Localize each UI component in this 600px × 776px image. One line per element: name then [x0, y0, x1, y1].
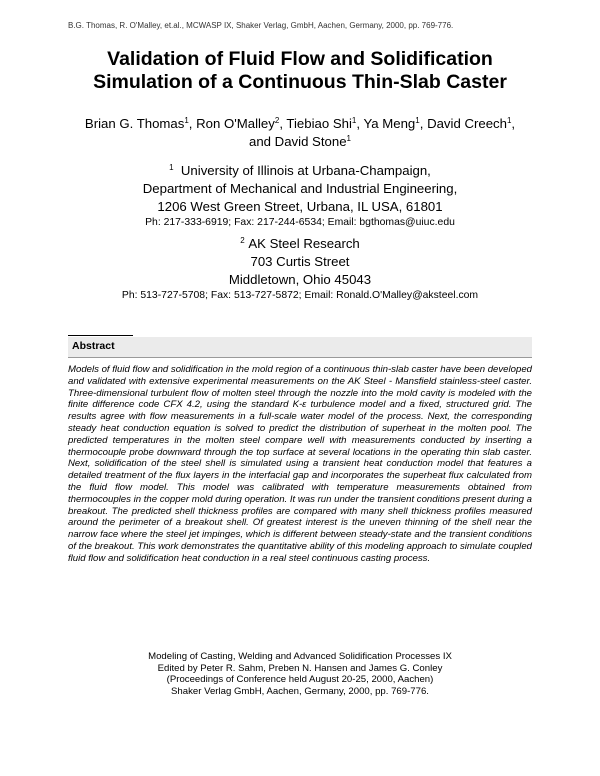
- affiliation-name: University of Illinois at Urbana-Champaign,: [180, 163, 431, 178]
- abstract-heading: Abstract: [72, 340, 115, 352]
- paper-title: [0, 48, 600, 94]
- proceedings-line: Modeling of Casting, Welding and Advanced Solidification Processes IX: [148, 651, 452, 662]
- author-affiliation-marker: 1: [346, 134, 351, 143]
- author-name: Tiebiao Shi: [286, 116, 352, 131]
- author-name: and David Stone: [249, 134, 347, 149]
- author-list: [0, 115, 600, 151]
- author-affiliation-marker: 1: [184, 116, 189, 125]
- author-affiliation-marker: 1: [506, 116, 512, 125]
- affiliation-contact: Ph: 513-727-5708; Fax: 513-727-5872; Email: Ronald.O'Malley@aksteel.com: [121, 290, 479, 301]
- affiliation-city: Middletown, Ohio 45043: [228, 272, 372, 287]
- section-divider: [68, 335, 133, 336]
- affiliation-street: 703 Curtis Street: [250, 254, 350, 269]
- affiliation-marker: 2: [240, 236, 245, 245]
- affiliation-2: [0, 235, 600, 303]
- proceedings-line: (Proceedings of Conference held August 20-25, 2000, Aachen): [166, 674, 434, 686]
- proceedings-line: Shaker Verlag GmbH, Aachen, Germany, 2000, pp. 769-776.: [171, 685, 429, 697]
- author-affiliation-marker: 1: [415, 116, 420, 125]
- affiliation-name: AK Steel Research: [248, 236, 360, 251]
- abstract-body: Models of fluid flow and solidification in the mold region of a continuous thin-slab caster have been developed and validated with extensive experimental measurements on the AK Steel - Mansfield stainless-steel caster. Three-dimensional turbulent flow of molten steel through the nozzle into the mold cavity is modeled with the finite difference code CFX 4.2, using the standard K-ε turbulence model and a fixed, structured grid. The results agree with flow measurements in a full-scale water model of the process. Next, the corresponding steady heat conduction equation is solved to predict the distribution of superheat in the molten pool. The predicted temperatures in the molten steel compare well with measurements conducted by inserting a thermocouple probe downward through the top surface at several locations in the operating thin slab caster. Next, solidification of the steel shell is simulated using a transient heat conduction model that features a detailed treatment of the flux layers in the interfacial gap and incorporates the superheat flux calculated from the fluid flow model. This model was calibrated with temperature measurements obtained from thermocouples in the copper mold during operation. It was run under the transient conditions present during a breakout. The predicted shell thickness profiles are compared with many shell thickness profiles measured around the perimeter of a breakout shell. Of greatest interest is the uneven thinning of the shell near the narrow face where the steel jet impinges, which is different between steady-state and the transient conditions of the breakout. This work demonstrates the quantitative ability of this modeling approach to simulate coupled fluid flow and solidification heat conduction in a real steel continuous casting process.: [68, 364, 532, 564]
- proceedings-info: [0, 651, 600, 697]
- title-line-2: Simulation of a Continuous Thin-Slab Caster: [93, 71, 507, 93]
- author-affiliation-marker: 2: [274, 116, 280, 125]
- author-name: Ya Meng: [363, 116, 416, 131]
- citation-header: B.G. Thomas, R. O'Malley, et.al., MCWASP IX, Shaker Verlag, GmbH, Aachen, Germany, 2000, pp. 769-776.: [68, 21, 454, 30]
- author-affiliation-marker: 1: [351, 116, 357, 125]
- author-separator: ,: [188, 116, 197, 131]
- affiliation-department: Department of Mechanical and Industrial Engineering,: [142, 181, 458, 196]
- affiliation-contact: Ph: 217-333-6919; Fax: 217-244-6534; Email: bgthomas@uiuc.edu: [145, 217, 455, 228]
- title-line-1: Validation of Fluid Flow and Solidification: [107, 48, 493, 70]
- proceedings-line: Edited by Peter R. Sahm, Preben N. Hansen and James G. Conley: [157, 662, 443, 674]
- author-separator: ,: [356, 116, 364, 131]
- author-name: Ron O'Malley: [196, 116, 275, 131]
- affiliation-marker: 1: [169, 163, 174, 172]
- author-separator: ,: [419, 116, 428, 131]
- author-name: David Creech: [427, 116, 507, 131]
- author-name: Brian G. Thomas: [84, 116, 185, 131]
- author-separator: ,: [279, 116, 287, 131]
- affiliation-address: 1206 West Green Street, Urbana, IL USA, 61801: [157, 199, 443, 214]
- abstract-heading-bar: [68, 337, 532, 358]
- author-separator: ,: [511, 116, 516, 131]
- affiliation-1: [0, 162, 600, 230]
